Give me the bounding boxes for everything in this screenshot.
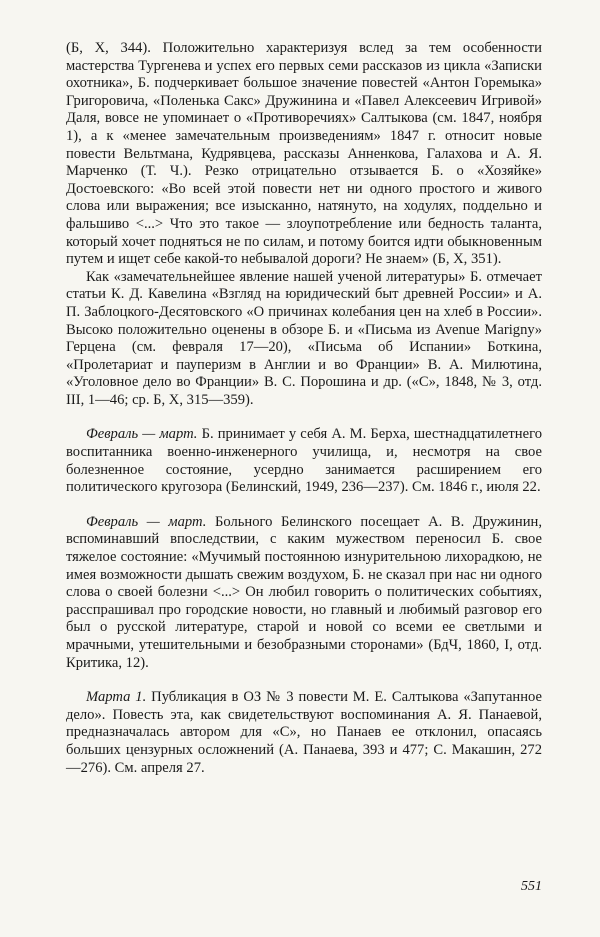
- entry-date: Февраль — март.: [86, 513, 207, 530]
- chronicle-entry-druzhinin: [66, 514, 542, 672]
- page-number: 551: [521, 879, 542, 894]
- paragraph-review-continuation: (Б, X, 344). Положительно характеризуя вслед за тем особенности мастерства Тургенева и успех его первых семи рассказов из цикла «Записки охотника», Б. подчеркивает большое значение повестей «Антон Горемыка» Григоровича, «Поленька Сакс» Дружинина и «Павел Алексеевич Игривой» Даля, вовсе не упоминает о «Противоречиях» Салтыкова (см. 1847, ноября 1), а к «менее замечательным произведениям» 1847 г. относит новые повести Вельтмана, Кудрявцева, рассказы Анненкова, Галахова и А. Я. Марченко (Т. Ч.). Резко отрицательно отзывается Б. о «Хозяйке» Достоевского: «Во всей этой повести нет ни одного простого и живого слова или выражения; все изысканно, натянуто, на ходулях, поддельно и фальшиво <...> Что это такое — злоупотребление или бедность таланта, который хочет подняться не по силам, и потому боится идти обыкновенным путем и ищет себе какой-то небывалой дороги? Не знаем» (Б, X, 351).: [66, 40, 542, 268]
- entry-text: Б. принимает у себя А. М. Берха, шестнадцатилетнего воспитанника военно-инженерного училища, и, несмотря на свое болезненное состояние, усердно занимается расширением его политического кругозора (Белинский, 1949, 236—237). См. 1846 г., июля 22.: [66, 426, 542, 496]
- spacer: [66, 497, 542, 514]
- entry-date: Марта 1.: [86, 689, 147, 706]
- paragraph-scholarly-literature: Как «замечательнейшее явление нашей ученой литературы» Б. отмечает статьи К. Д. Кавелина «Взгляд на юридический быт древней России» и А. П. Заблоцкого-Десятовского «О причинах колебания цен на хлеб в России». Высоко положительно оценены в обзоре Б. и «Письма из Avenue Marigny» Герцена (см. февраля 17—20), «Письма об Испании» Боткина, «Пролетариат и пауперизм в Англии и во Франции» В. А. Милютина, «Уголовное дело во Франции» В. С. Порошина и др. («С», 1848, № 3, отд. III, 1—46; ср. Б, X, 315—359).: [66, 268, 542, 408]
- chronicle-entry-berkh: [66, 426, 542, 496]
- entry-text: Публикация в ОЗ № 3 повести М. Е. Салтыкова «Запутанное дело». Повесть эта, как свидетельствуют воспоминания А. Я. Панаевой, предназначалась автором для «С», но Панаев ее отклонил, опасаясь больших цензурных осложнений (А. Панаева, 393 и 477; С. Макашин, 272—276). См. апреля 27.: [66, 689, 542, 776]
- spacer: [66, 409, 542, 426]
- entry-date: Февраль — март.: [86, 426, 198, 443]
- chronicle-entry-saltykov: [66, 689, 542, 777]
- spacer: [66, 672, 542, 689]
- entry-text: Больного Белинского посещает А. В. Дружинин, вспоминавший впоследствии, с каким мужеством переносил Б. свое тяжелое состояние: «Мучимый постоянною изнурительною лихорадкою, не имея возможности дышать свежим воздухом, Б. не сказал при нас ни одного слова о своей болезни <...> Он любил говорить о политических событиях, расспрашивал про городские новости, но главный и любимый разговор его был о русской литературе, старой и новой со всеми ее светлыми и мрачными, утешительными и безобразными сторонами» (БдЧ, 1860, I, отд. Критика, 12).: [66, 513, 542, 671]
